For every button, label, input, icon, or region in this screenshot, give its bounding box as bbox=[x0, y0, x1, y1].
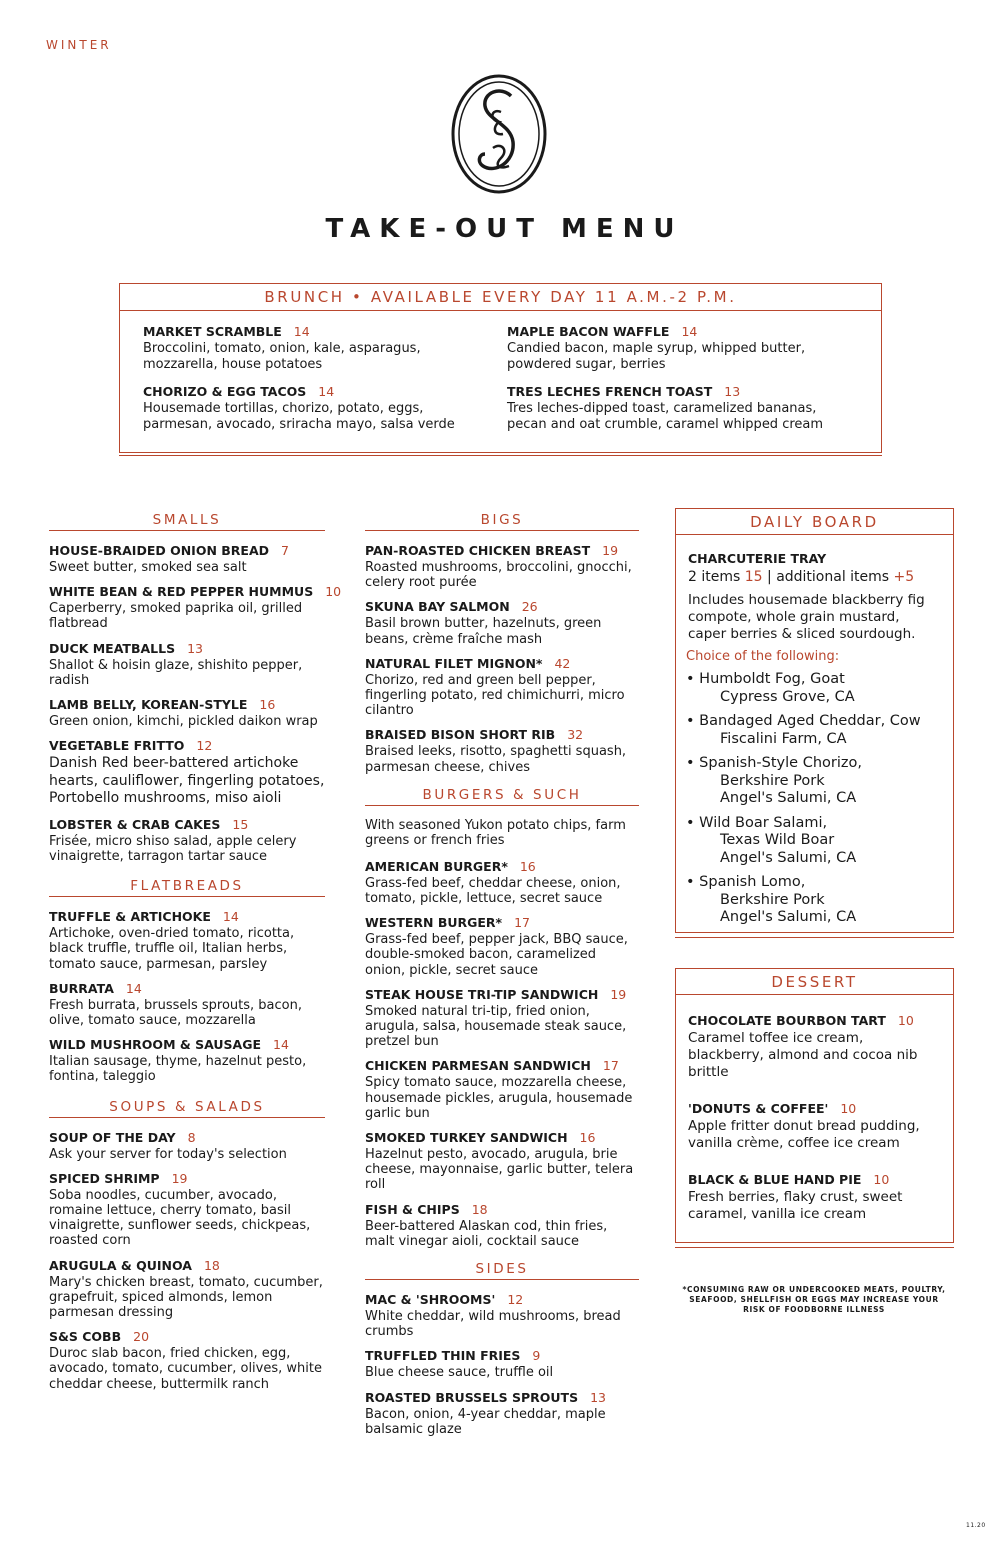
item-name: VEGETABLE FRITTO bbox=[49, 738, 185, 754]
item-price: 19 bbox=[602, 543, 619, 558]
item-price: 12 bbox=[507, 1292, 524, 1308]
print-code: 11.20 bbox=[966, 1522, 986, 1529]
board-choice-label: Choice of the following: bbox=[686, 649, 840, 664]
menu-item bbox=[365, 915, 639, 978]
item-description: Caperberry, smoked paprika oil, grilled flatbread bbox=[49, 601, 303, 632]
price-a: 15 bbox=[744, 569, 763, 585]
choice-sub: Angel's Salumi, CA bbox=[720, 849, 857, 866]
choice-main: Bandaged Aged Cheddar, Cow bbox=[699, 713, 921, 729]
choice-item: • Spanish-Style Chorizo, Berkshire Pork Angel's Salumi, CA bbox=[686, 755, 941, 808]
item-description: Duroc slab bacon, fried chicken, egg, avocado, tomato, cucumber, olives, white cheddar cheese, buttermilk ranch bbox=[49, 1346, 322, 1392]
item-description: Housemade tortillas, chorizo, potato, eggs, parmesan, avocado, sriracha mayo, salsa verde bbox=[143, 401, 455, 432]
menu-item bbox=[49, 697, 325, 729]
brunch-box bbox=[119, 283, 882, 453]
menu-item bbox=[365, 656, 639, 719]
brunch-heading: BRUNCH • AVAILABLE EVERY DAY 11 A.M.-2 P.M. bbox=[120, 284, 881, 311]
item-description: Apple fritter donut bread pudding, vanilla crème, coffee ice cream bbox=[688, 1118, 920, 1151]
choice-item: • Humboldt Fog, Goat Cypress Grove, CA bbox=[686, 671, 941, 706]
item-name: BRAISED BISON SHORT RIB bbox=[365, 727, 556, 743]
choice-sub: Berkshire Pork bbox=[720, 772, 825, 789]
section-heading-soups-salads: SOUPS & SALADS bbox=[49, 1099, 325, 1118]
logo-emblem-icon bbox=[449, 72, 549, 196]
item-description: Soba noodles, cucumber, avocado, romaine lettuce, cherry tomato, basil vinaigrette, sunflower seeds, chickpeas, roasted corn bbox=[49, 1187, 311, 1249]
section-heading-bigs: BIGS bbox=[365, 512, 639, 531]
item-description: Chorizo, red and green bell pepper, fingerling potato, red chimichurri, micro cilantro bbox=[365, 672, 625, 719]
item-name: BURRATA bbox=[49, 980, 114, 996]
choice-item: • Spanish Lomo, Berkshire Pork Angel's Salumi, CA bbox=[686, 874, 941, 927]
item-description: Grass-fed beef, cheddar cheese, onion, tomato, pickle, lettuce, secret sauce bbox=[365, 875, 621, 907]
item-description: Danish Red beer-battered artichoke hearts, cauliflower, fingerling potatoes, Portobello mushrooms, miso aioli bbox=[49, 755, 325, 807]
item-price: 7 bbox=[281, 543, 289, 558]
item-name: LOBSTER & CRAB CAKES bbox=[49, 816, 221, 832]
section-heading-sides: SIDES bbox=[365, 1261, 639, 1280]
item-name: AMERICAN BURGER* bbox=[365, 858, 508, 874]
item-name: MAPLE BACON WAFFLE bbox=[507, 324, 670, 339]
item-price: 19 bbox=[610, 986, 627, 1002]
item-name: TRES LECHES FRENCH TOAST bbox=[507, 384, 713, 399]
item-name: MAC & 'SHROOMS' bbox=[365, 1292, 496, 1308]
item-description: Artichoke, oven-dried tomato, ricotta, black truffle, truffle oil, Italian herbs, tomato sauce, parmesan, parsley bbox=[49, 926, 295, 972]
item-price: 14 bbox=[293, 324, 310, 339]
item-description: Shallot & hoisin glaze, shishito pepper, radish bbox=[49, 657, 303, 688]
item-name: SMOKED TURKEY SANDWICH bbox=[365, 1130, 568, 1146]
item-name: STEAK HOUSE TRI-TIP SANDWICH bbox=[365, 986, 599, 1002]
menu-item bbox=[507, 384, 852, 432]
item-name: TRUFFLE & ARTICHOKE bbox=[49, 909, 211, 925]
menu-item bbox=[688, 1101, 941, 1152]
menu-item bbox=[49, 1130, 325, 1162]
item-description: Roasted mushrooms, broccolini, gnocchi, celery root purée bbox=[365, 560, 632, 591]
item-price: 15 bbox=[232, 816, 249, 832]
item-description: Spicy tomato sauce, mozzarella cheese, housemade pickles, arugula, housemade garlic bun bbox=[365, 1075, 633, 1121]
item-price: 42 bbox=[554, 655, 571, 671]
item-name: WILD MUSHROOM & SAUSAGE bbox=[49, 1037, 262, 1053]
item-description: Mary's chicken breast, tomato, cucumber, grapefruit, spiced almonds, lemon parmesan dressing bbox=[49, 1274, 323, 1320]
menu-item bbox=[49, 584, 342, 632]
dessert-bottom-rule bbox=[675, 1247, 954, 1248]
board-pricing: 2 items 15 | additional items +5 bbox=[688, 569, 915, 585]
board-description: Includes housemade blackberry fig compote, whole grain mustard, caper berries & sliced sourdough. bbox=[688, 592, 925, 642]
item-price: 12 bbox=[196, 738, 213, 754]
item-price: 10 bbox=[325, 584, 342, 600]
menu-item bbox=[688, 1172, 941, 1223]
price-b: +5 bbox=[893, 569, 915, 585]
choice-main: Spanish Lomo, bbox=[699, 874, 806, 890]
item-description: White cheddar, wild mushrooms, bread crumbs bbox=[365, 1309, 621, 1340]
menu-item bbox=[365, 599, 639, 646]
menu-item bbox=[49, 1329, 325, 1392]
item-price: 13 bbox=[724, 384, 741, 399]
menu-item bbox=[49, 641, 325, 688]
item-price: 14 bbox=[273, 1037, 289, 1053]
menu-item bbox=[143, 384, 488, 432]
choice-main: Spanish-Style Chorizo, bbox=[699, 755, 862, 771]
item-name: S&S COBB bbox=[49, 1329, 122, 1345]
item-description: Hazelnut pesto, avocado, arugula, brie cheese, mayonnaise, garlic butter, telera roll bbox=[365, 1147, 634, 1193]
choice-sub: Cypress Grove, CA bbox=[720, 688, 855, 705]
item-name: CHORIZO & EGG TACOS bbox=[143, 384, 307, 399]
item-description: Bacon, onion, 4-year cheddar, maple balsamic glaze bbox=[365, 1406, 606, 1437]
item-name: DUCK MEATBALLS bbox=[49, 640, 176, 656]
item-name: TRUFFLED THIN FRIES bbox=[365, 1348, 521, 1364]
item-name: SPICED SHRIMP bbox=[49, 1170, 160, 1186]
brunch-left-column bbox=[143, 324, 488, 444]
season-label: WINTER bbox=[46, 38, 112, 52]
section-heading-flatbreads: FLATBREADS bbox=[49, 878, 325, 897]
item-description: Fresh burrata, brussels sprouts, bacon, olive, tomato sauce, mozzarella bbox=[49, 997, 302, 1028]
choice-sub: Berkshire Pork bbox=[720, 891, 825, 908]
item-name: PAN-ROASTED CHICKEN BREAST bbox=[365, 543, 591, 558]
menu-item bbox=[49, 1258, 325, 1321]
menu-item bbox=[365, 1202, 639, 1249]
menu-item bbox=[365, 1292, 639, 1339]
item-price: 9 bbox=[532, 1348, 541, 1364]
menu-item bbox=[365, 727, 639, 774]
menu-item bbox=[49, 909, 325, 972]
menu-item bbox=[365, 987, 639, 1050]
dessert-box bbox=[675, 968, 954, 1243]
left-column bbox=[49, 512, 342, 1401]
price-b-label: additional items bbox=[776, 569, 890, 585]
item-price: 16 bbox=[259, 697, 276, 713]
item-name: CHICKEN PARMESAN SANDWICH bbox=[365, 1058, 591, 1074]
item-description: Beer-battered Alaskan cod, thin fries, malt vinegar aioli, cocktail sauce bbox=[365, 1218, 608, 1249]
menu-item bbox=[49, 981, 325, 1028]
section-heading-smalls: SMALLS bbox=[49, 512, 325, 531]
item-description: Tres leches-dipped toast, caramelized bananas, pecan and oat crumble, caramel whipped cream bbox=[507, 401, 824, 432]
item-price: 13 bbox=[590, 1389, 606, 1405]
brunch-bottom-rule bbox=[119, 455, 882, 456]
item-name: BLACK & BLUE HAND PIE bbox=[688, 1172, 862, 1187]
item-price: 19 bbox=[171, 1170, 188, 1186]
choice-main: Wild Boar Salami, bbox=[699, 814, 828, 831]
menu-item bbox=[365, 1130, 639, 1193]
price-a-label: 2 items bbox=[688, 569, 741, 585]
item-price: 26 bbox=[521, 599, 538, 615]
item-description: Basil brown butter, hazelnuts, green beans, crème fraîche mash bbox=[365, 616, 602, 647]
item-price: 32 bbox=[567, 727, 584, 743]
menu-item bbox=[143, 324, 488, 372]
item-description: Italian sausage, thyme, hazelnut pesto, fontina, taleggio bbox=[49, 1054, 307, 1085]
choice-item: • Wild Boar Salami, Texas Wild Boar Angel's Salumi, CA bbox=[686, 815, 941, 868]
item-price: 18 bbox=[471, 1201, 488, 1217]
menu-item bbox=[49, 1171, 325, 1249]
item-name: NATURAL FILET MIGNON* bbox=[365, 655, 543, 671]
item-name: ROASTED BRUSSELS SPROUTS bbox=[365, 1389, 579, 1405]
choice-sub: Fiscalini Farm, CA bbox=[720, 730, 847, 747]
daily-board-heading: DAILY BOARD bbox=[676, 509, 953, 535]
item-price: 18 bbox=[203, 1257, 220, 1273]
item-price: 10 bbox=[840, 1101, 857, 1116]
item-name: FISH & CHIPS bbox=[365, 1201, 460, 1217]
item-name: HOUSE-BRAIDED ONION BREAD bbox=[49, 543, 270, 558]
item-price: 20 bbox=[133, 1329, 150, 1345]
item-name: MARKET SCRAMBLE bbox=[143, 324, 282, 339]
item-name: WHITE BEAN & RED PEPPER HUMMUS bbox=[49, 584, 314, 600]
menu-item bbox=[49, 1037, 325, 1084]
dessert-heading: DESSERT bbox=[676, 969, 953, 995]
item-name: 'DONUTS & COFFEE' bbox=[688, 1101, 829, 1116]
food-safety-note: *CONSUMING RAW OR UNDERCOOKED MEATS, POULTRY, SEAFOOD, SHELLFISH OR EGGS MAY INCREASE YOUR RISK OF FOODBORNE ILLNESS bbox=[682, 1285, 946, 1314]
item-price: 14 bbox=[125, 980, 142, 996]
item-name: WESTERN BURGER* bbox=[365, 915, 503, 931]
item-price: 16 bbox=[579, 1130, 596, 1146]
daily-board-bottom-rule bbox=[675, 937, 954, 938]
burgers-intro: With seasoned Yukon potato chips, farm greens or french fries bbox=[365, 817, 626, 849]
item-description: Braised leeks, risotto, spaghetti squash, parmesan cheese, chives bbox=[365, 744, 627, 775]
item-price: 14 bbox=[681, 324, 698, 339]
choice-item: • Bandaged Aged Cheddar, Cow Fiscalini Farm, CA bbox=[686, 713, 941, 748]
menu-item bbox=[365, 859, 639, 906]
middle-column bbox=[365, 512, 639, 1446]
item-name: SOUP OF THE DAY bbox=[49, 1129, 176, 1145]
choice-sub: Angel's Salumi, CA bbox=[720, 909, 857, 925]
item-price: 13 bbox=[187, 640, 203, 656]
item-name: SKUNA BAY SALMON bbox=[365, 599, 510, 615]
menu-item bbox=[49, 738, 325, 808]
item-price: 16 bbox=[519, 858, 536, 874]
item-description: Green onion, kimchi, pickled daikon wrap bbox=[49, 714, 318, 730]
item-description: Grass-fed beef, pepper jack, BBQ sauce, double-smoked bacon, caramelized onion, pickle, secret sauce bbox=[365, 932, 628, 978]
item-price: 8 bbox=[187, 1129, 196, 1145]
menu-item bbox=[49, 817, 325, 864]
menu-item bbox=[365, 1348, 639, 1380]
item-description: Candied bacon, maple syrup, whipped butter, powdered sugar, berries bbox=[507, 341, 806, 372]
menu-item bbox=[688, 1013, 941, 1081]
choice-sub: Angel's Salumi, CA bbox=[720, 790, 857, 806]
board-item-name: CHARCUTERIE TRAY bbox=[688, 551, 827, 566]
menu-item bbox=[49, 543, 325, 575]
menu-item bbox=[365, 1390, 639, 1437]
item-price: 17 bbox=[514, 915, 531, 931]
item-price: 14 bbox=[318, 384, 335, 399]
menu-item bbox=[365, 543, 639, 590]
item-description: Fresh berries, flaky crust, sweet caramel, vanilla ice cream bbox=[688, 1189, 903, 1222]
section-heading-burgers: BURGERS & SUCH bbox=[365, 787, 639, 806]
page-title: TAKE-OUT MENU bbox=[325, 214, 684, 244]
item-description: Ask your server for today's selection bbox=[49, 1146, 287, 1162]
brunch-right-column bbox=[507, 324, 852, 444]
item-name: CHOCOLATE BOURBON TART bbox=[688, 1013, 886, 1028]
menu-item bbox=[507, 324, 852, 372]
item-price: 10 bbox=[897, 1013, 914, 1028]
item-price: 10 bbox=[873, 1172, 890, 1187]
item-description: Smoked natural tri-tip, fried onion, arugula, salsa, housemade steak sauce, pretzel bun bbox=[365, 1003, 627, 1050]
item-description: Frisée, micro shiso salad, apple celery vinaigrette, tarragon tartar sauce bbox=[49, 833, 297, 864]
item-description: Sweet butter, smoked sea salt bbox=[49, 560, 247, 575]
item-name: ARUGULA & QUINOA bbox=[49, 1257, 192, 1273]
choice-sub: Texas Wild Boar bbox=[720, 832, 835, 848]
menu-item bbox=[365, 1058, 639, 1121]
item-name: LAMB BELLY, KOREAN-STYLE bbox=[49, 697, 248, 713]
choice-main: Humboldt Fog, Goat bbox=[699, 671, 845, 687]
item-description: Caramel toffee ice cream, blackberry, almond and cocoa nib brittle bbox=[688, 1030, 918, 1080]
item-description: Broccolini, tomato, onion, kale, asparagus, mozzarella, house potatoes bbox=[143, 341, 421, 372]
daily-board-box bbox=[675, 508, 954, 933]
item-price: 17 bbox=[602, 1058, 619, 1074]
item-price: 14 bbox=[222, 909, 239, 925]
item-description: Blue cheese sauce, truffle oil bbox=[365, 1365, 554, 1381]
